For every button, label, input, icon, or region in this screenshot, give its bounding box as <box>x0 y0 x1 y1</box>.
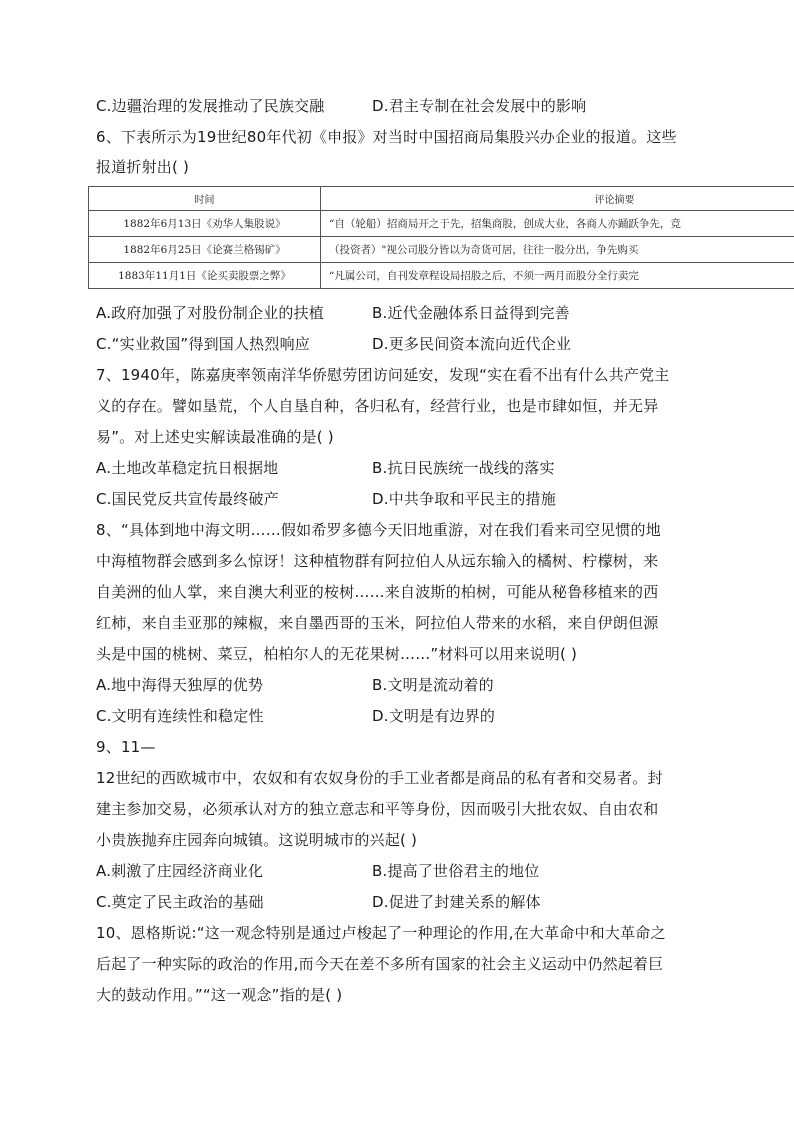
q9-stem-line4: 小贵族抛弃庄园奔向城镇。这说明城市的兴起( ) <box>96 831 418 849</box>
table-header-summary: 评论摘要 <box>321 187 794 211</box>
q10-stem-line3: 大的鼓动作用。”“这一观念”指的是( ) <box>96 986 343 1004</box>
table-header-time: 时间 <box>89 187 321 211</box>
q10-stem-line1: 10、恩格斯说:“这一观念特别是通过卢梭起了一种理论的作用,在大革命中和大革命之 <box>96 924 666 942</box>
q8-option-b: B.文明是流动着的 <box>372 676 494 694</box>
q10-stem-line2: 后起了一种实际的政治的作用,而今天在差不多所有国家的社会主义运动中仍然起着巨 <box>96 955 664 973</box>
q6-option-d: D.更多民间资本流向近代企业 <box>372 335 572 353</box>
q6-option-b: B.近代金融体系日益得到完善 <box>372 304 570 322</box>
q5-option-d: D.君主专制在社会发展中的影响 <box>372 97 587 115</box>
q6-stem-line1: 6、下表所示为19世纪80年代初《申报》对当时中国招商局集股兴办企业的报道。这些 <box>96 128 677 146</box>
q8-option-d: D.文明是有边界的 <box>372 707 496 725</box>
q6-report-table-wrap <box>88 186 794 298</box>
table-cell-summary: “自（轮船）招商局开之于先，招集商股，创成大业，各商人亦踊跃争先，竞 <box>321 211 794 237</box>
q9-stem-line3: 建主参加交易，必须承认对方的独立意志和平等身份，因而吸引大批农奴、自由农和 <box>96 800 659 818</box>
q8-stem-line5: 头是中国的桃树、菜豆，柏柏尔人的无花果树……”材料可以用来说明( ) <box>96 645 578 663</box>
table-cell-summary: “凡属公司，自刊发章程设局招股之后，不须一两月而股分全行卖完 <box>321 263 794 289</box>
q9-option-c: C.奠定了民主政治的基础 <box>96 893 264 911</box>
table-row <box>89 211 794 237</box>
q6-option-a: A.政府加强了对股份制企业的扶植 <box>96 304 324 322</box>
q9-option-d: D.促进了封建关系的解体 <box>372 893 541 911</box>
q7-option-d: D.中共争取和平民主的措施 <box>372 490 556 508</box>
q8-stem-line4: 红柿，来自圭亚那的辣椒，来自墨西哥的玉米，阿拉伯人带来的水稻，来自伊朗但源 <box>96 614 659 632</box>
q7-stem-line1: 7、1940年，陈嘉庚率领南洋华侨慰劳团访问延安，发现“实在看不出有什么共产党主 <box>96 366 670 384</box>
q9-option-a: A.刺激了庄园经济商业化 <box>96 862 264 880</box>
q9-stem-line2: 12世纪的西欧城市中，农奴和有农奴身份的手工业者都是商品的私有者和交易者。封 <box>96 769 663 787</box>
table-cell-summary: （投资者）"视公司股分皆以为奇货可居，往往一股分出，争先购买 <box>321 237 794 263</box>
q7-option-a: A.土地改革稳定抗日根据地 <box>96 459 279 477</box>
q8-stem-line1: 8、“具体到地中海文明……假如希罗多德今天旧地重游，对在我们看来司空见惯的地 <box>96 521 661 539</box>
q7-stem-line3: 易”。对上述史实解读最准确的是( ) <box>96 428 334 446</box>
q8-stem-line2: 中海植物群会感到多么惊讶！这种植物群有阿拉伯人从远东输入的橘树、柠檬树，来 <box>96 552 659 570</box>
q7-option-c: C.国民党反共宣传最终破产 <box>96 490 279 508</box>
table-cell-date: 1882年6月13日《劝华人集股说》 <box>89 211 321 237</box>
table-header-row <box>89 187 794 211</box>
q9-stem-line1: 9、11— <box>96 738 156 756</box>
q8-option-c: C.文明有连续性和稳定性 <box>96 707 264 725</box>
q6-report-table <box>88 186 794 289</box>
q6-option-c: C.“实业救国”得到国人热烈响应 <box>96 335 310 353</box>
q8-option-a: A.地中海得天独厚的优势 <box>96 676 264 694</box>
q6-stem-line2: 报道折射出( ) <box>96 158 190 176</box>
table-row <box>89 263 794 289</box>
q7-stem-line2: 义的存在。譬如垦荒，个人自垦自种，各归私有，经营行业，也是市肆如恒，并无异 <box>96 397 659 415</box>
q5-option-c: C.边疆治理的发展推动了民族交融 <box>96 97 325 115</box>
q7-option-b: B.抗日民族统一战线的落实 <box>372 459 555 477</box>
q8-stem-line3: 自美洲的仙人掌，来自澳大利亚的桉树……来自波斯的柏树，可能从秘鲁移植来的西 <box>96 583 659 601</box>
table-cell-date: 1883年11月1日《论买卖股票之弊》 <box>89 263 321 289</box>
table-cell-date: 1882年6月25日《论赛兰格锡矿》 <box>89 237 321 263</box>
q9-option-b: B.提高了世俗君主的地位 <box>372 862 540 880</box>
table-row <box>89 237 794 263</box>
